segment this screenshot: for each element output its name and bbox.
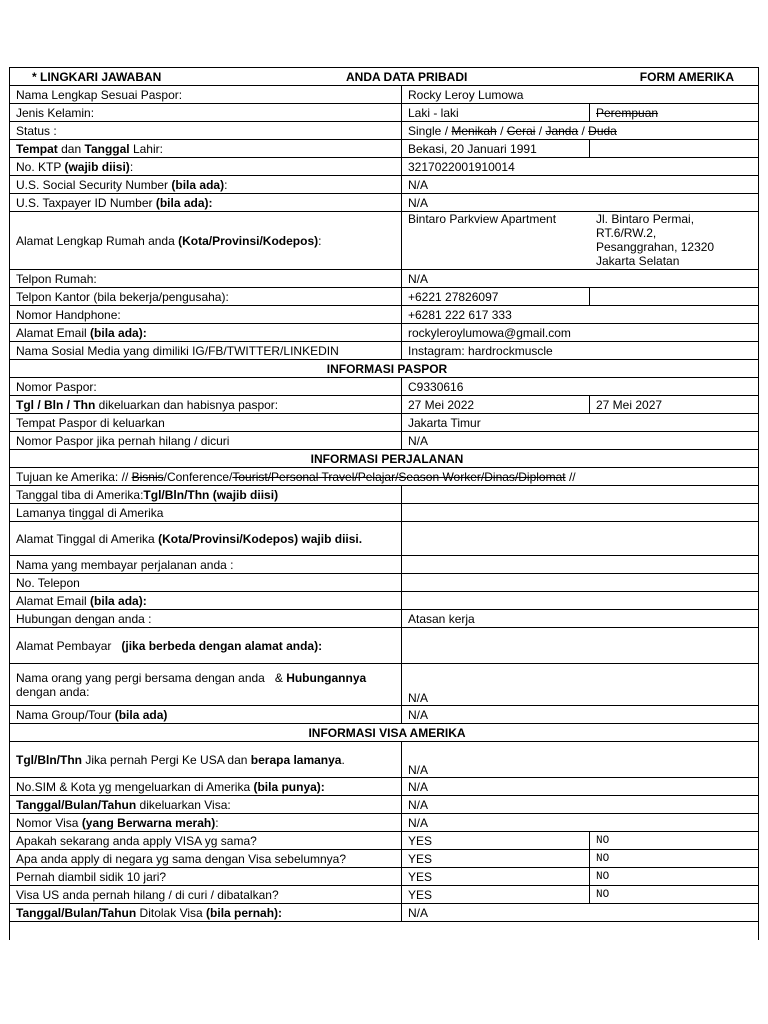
- table-row: [10, 706, 759, 724]
- field-label: Tanggal tiba di Amerika:Tgl/Bln/Thn (wajib diisi): [10, 486, 402, 504]
- passport-expiry-date[interactable]: 27 Mei 2027: [590, 396, 759, 414]
- field-value[interactable]: N/A: [402, 176, 759, 194]
- table-row: [10, 212, 759, 270]
- option-no[interactable]: NO: [590, 850, 759, 868]
- table-row: [10, 104, 759, 122]
- table-row: [10, 468, 759, 486]
- header-instruction: * LINGKARI JAWABAN: [32, 69, 162, 84]
- section-title-visa: INFORMASI VISA AMERIKA: [10, 724, 759, 742]
- section-row: [10, 724, 759, 742]
- field-label: Telpon Rumah:: [10, 270, 402, 288]
- header-form-name: FORM AMERIKA: [639, 69, 734, 84]
- field-label: Alamat Pembayar (jika berbeda dengan alamat anda):: [10, 628, 402, 664]
- table-row: [10, 778, 759, 796]
- field-label: No. KTP (wajib diisi):: [10, 158, 402, 176]
- field-label: Apakah sekarang anda apply VISA yg sama?: [10, 832, 402, 850]
- field-value[interactable]: [402, 628, 759, 664]
- field-label: Visa US anda pernah hilang / di curi / dibatalkan?: [10, 886, 402, 904]
- empty-cell[interactable]: [590, 140, 759, 158]
- field-label: Nama orang yang pergi bersama dengan anda & Hubungannya dengan anda:: [10, 664, 402, 706]
- table-row: [10, 868, 759, 886]
- option-yes[interactable]: YES: [402, 850, 590, 868]
- table-row: [10, 342, 759, 360]
- field-value[interactable]: [402, 592, 759, 610]
- table-row: [10, 324, 759, 342]
- visa-application-form: [9, 67, 759, 940]
- field-value[interactable]: +6221 27826097: [402, 288, 590, 306]
- table-row: [10, 414, 759, 432]
- table-row: [10, 610, 759, 628]
- gender-option-female[interactable]: Perempuan: [590, 104, 759, 122]
- passport-issued-date[interactable]: 27 Mei 2022: [402, 396, 590, 414]
- field-label: Alamat Tinggal di Amerika (Kota/Provinsi/Kodepos) wajib diisi.: [10, 522, 402, 556]
- option-yes[interactable]: YES: [402, 886, 590, 904]
- address-line: Pesanggrahan, 12320: [596, 240, 715, 254]
- table-row: [10, 158, 759, 176]
- field-label: Apa anda apply di negara yg sama dengan Visa sebelumnya?: [10, 850, 402, 868]
- table-row: [10, 288, 759, 306]
- field-value[interactable]: [402, 504, 759, 522]
- status-divorced[interactable]: Cerai: [506, 123, 536, 138]
- form-header-row: [10, 68, 759, 86]
- table-row: [10, 270, 759, 288]
- purpose-conference[interactable]: /Conference/: [163, 469, 233, 484]
- field-label: Jenis Kelamin:: [10, 104, 402, 122]
- option-no[interactable]: NO: [590, 886, 759, 904]
- field-value[interactable]: C9330616: [402, 378, 759, 396]
- address-building: Bintaro Parkview Apartment: [408, 212, 557, 226]
- section-title-travel: INFORMASI PERJALANAN: [10, 450, 759, 468]
- section-row: [10, 360, 759, 378]
- address-line: RT.6/RW.2,: [596, 226, 657, 240]
- table-row: [10, 522, 759, 556]
- address-line: Jakarta Selatan: [596, 254, 680, 268]
- table-row: [10, 378, 759, 396]
- table-row: [10, 504, 759, 522]
- field-value[interactable]: Atasan kerja: [402, 610, 759, 628]
- address-street-block: [596, 212, 714, 268]
- table-row: [10, 486, 759, 504]
- table-row: [10, 86, 759, 104]
- table-row: [10, 140, 759, 158]
- field-label: Nomor Paspor jika pernah hilang / dicuri: [10, 432, 402, 450]
- field-label: Tgl / Bln / Thn dikeluarkan dan habisnya paspor:: [10, 396, 402, 414]
- field-label: Nama Group/Tour (bila ada): [10, 706, 402, 724]
- field-label: No.SIM & Kota yg mengeluarkan di Amerika (bila punya):: [10, 778, 402, 796]
- field-value[interactable]: N/A: [402, 270, 759, 288]
- table-row: [10, 592, 759, 610]
- table-row: [10, 664, 759, 706]
- section-row: [10, 450, 759, 468]
- field-label: U.S. Social Security Number (bila ada):: [10, 176, 402, 194]
- table-row: [10, 742, 759, 778]
- field-value[interactable]: +6281 222 617 333: [402, 306, 759, 324]
- field-value[interactable]: N/A: [402, 706, 759, 724]
- table-row: [10, 832, 759, 850]
- status-married[interactable]: Menikah: [451, 123, 497, 138]
- table-row: [10, 796, 759, 814]
- field-label: Nama Sosial Media yang dimiliki IG/FB/TWITTER/LINKEDIN: [10, 342, 402, 360]
- option-no[interactable]: NO: [590, 868, 759, 886]
- status-single[interactable]: Single: [408, 123, 442, 138]
- table-row: [10, 396, 759, 414]
- table-row: [10, 922, 759, 940]
- header-title: ANDA DATA PRIBADI: [346, 69, 468, 84]
- table-row: [10, 556, 759, 574]
- field-value[interactable]: Jakarta Timur: [402, 414, 759, 432]
- field-value[interactable]: Bekasi, 20 Januari 1991: [402, 140, 590, 158]
- form-header: [10, 68, 759, 86]
- empty-cell[interactable]: [590, 288, 759, 306]
- field-label: Nomor Visa (yang Berwarna merah):: [10, 814, 402, 832]
- field-value[interactable]: [402, 556, 759, 574]
- option-yes[interactable]: YES: [402, 832, 590, 850]
- table-row: [10, 306, 759, 324]
- gender-option-male[interactable]: Laki - laki: [402, 104, 590, 122]
- field-label: Alamat Email (bila ada):: [10, 592, 402, 610]
- field-label: Nomor Paspor:: [10, 378, 402, 396]
- field-value[interactable]: N/A: [402, 904, 759, 922]
- field-value[interactable]: Instagram: hardrockmuscle: [402, 342, 759, 360]
- field-label: Hubungan dengan anda :: [10, 610, 402, 628]
- field-label: Tanggal/Bulan/Tahun dikeluarkan Visa:: [10, 796, 402, 814]
- field-value-address[interactable]: [402, 212, 759, 270]
- empty-row[interactable]: [10, 922, 759, 940]
- field-label: Tempat Paspor di keluarkan: [10, 414, 402, 432]
- field-label: Pernah diambil sidik 10 jari?: [10, 868, 402, 886]
- status-options[interactable]: Single / Menikah / Cerai / Janda / Duda: [402, 122, 759, 140]
- field-label: Nama Lengkap Sesuai Paspor:: [10, 86, 402, 104]
- purpose-business[interactable]: Bisnis: [131, 469, 164, 484]
- field-label: Nama yang membayar perjalanan anda :: [10, 556, 402, 574]
- field-label: Tempat dan Tanggal Lahir:: [10, 140, 402, 158]
- status-widow[interactable]: Janda: [545, 123, 579, 138]
- field-value[interactable]: [402, 486, 759, 504]
- travel-purpose-options[interactable]: Tujuan ke Amerika: // Bisnis/Conference/Tourist/Personal Travel/Pelajar/Season Worker/Dinas/Diplomat //: [10, 468, 759, 486]
- table-row: [10, 176, 759, 194]
- purpose-other[interactable]: Tourist/Personal Travel/Pelajar/Season Worker/Dinas/Diplomat: [232, 469, 566, 484]
- section-title-passport: INFORMASI PASPOR: [10, 360, 759, 378]
- table-row: [10, 904, 759, 922]
- field-label: Alamat Lengkap Rumah anda (Kota/Provinsi/Kodepos):: [10, 212, 402, 270]
- field-label: Tanggal/Bulan/Tahun Ditolak Visa (bila pernah):: [10, 904, 402, 922]
- status-widower[interactable]: Duda: [588, 123, 617, 138]
- address-line: Jl. Bintaro Permai,: [596, 212, 695, 226]
- table-row: [10, 122, 759, 140]
- field-value[interactable]: Rocky Leroy Lumowa: [402, 86, 759, 104]
- field-label: Nomor Handphone:: [10, 306, 402, 324]
- field-label: Telpon Kantor (bila bekerja/pengusaha):: [10, 288, 402, 306]
- field-label: U.S. Taxpayer ID Number (bila ada):: [10, 194, 402, 212]
- table-row: [10, 850, 759, 868]
- field-value[interactable]: 3217022001910014: [402, 158, 759, 176]
- field-label: Tgl/Bln/Thn Jika pernah Pergi Ke USA dan berapa lamanya.: [10, 742, 402, 778]
- option-no[interactable]: NO: [590, 832, 759, 850]
- field-label: No. Telepon: [10, 574, 402, 592]
- table-row: [10, 886, 759, 904]
- field-label: Status :: [10, 122, 402, 140]
- field-value[interactable]: [402, 574, 759, 592]
- field-value[interactable]: [402, 522, 759, 556]
- field-label: Lamanya tinggal di Amerika: [10, 504, 402, 522]
- table-row: [10, 814, 759, 832]
- field-label: Alamat Email (bila ada):: [10, 324, 402, 342]
- field-value[interactable]: N/A: [402, 664, 759, 706]
- table-row: [10, 628, 759, 664]
- field-value[interactable]: N/A: [402, 796, 759, 814]
- option-yes[interactable]: YES: [402, 868, 590, 886]
- field-value[interactable]: N/A: [402, 778, 759, 796]
- table-row: [10, 194, 759, 212]
- field-value[interactable]: N/A: [402, 432, 759, 450]
- field-value[interactable]: N/A: [402, 814, 759, 832]
- field-value[interactable]: N/A: [402, 742, 759, 778]
- table-row: [10, 432, 759, 450]
- table-row: [10, 574, 759, 592]
- field-value[interactable]: rockyleroylumowa@gmail.com: [402, 324, 759, 342]
- field-value[interactable]: N/A: [402, 194, 759, 212]
